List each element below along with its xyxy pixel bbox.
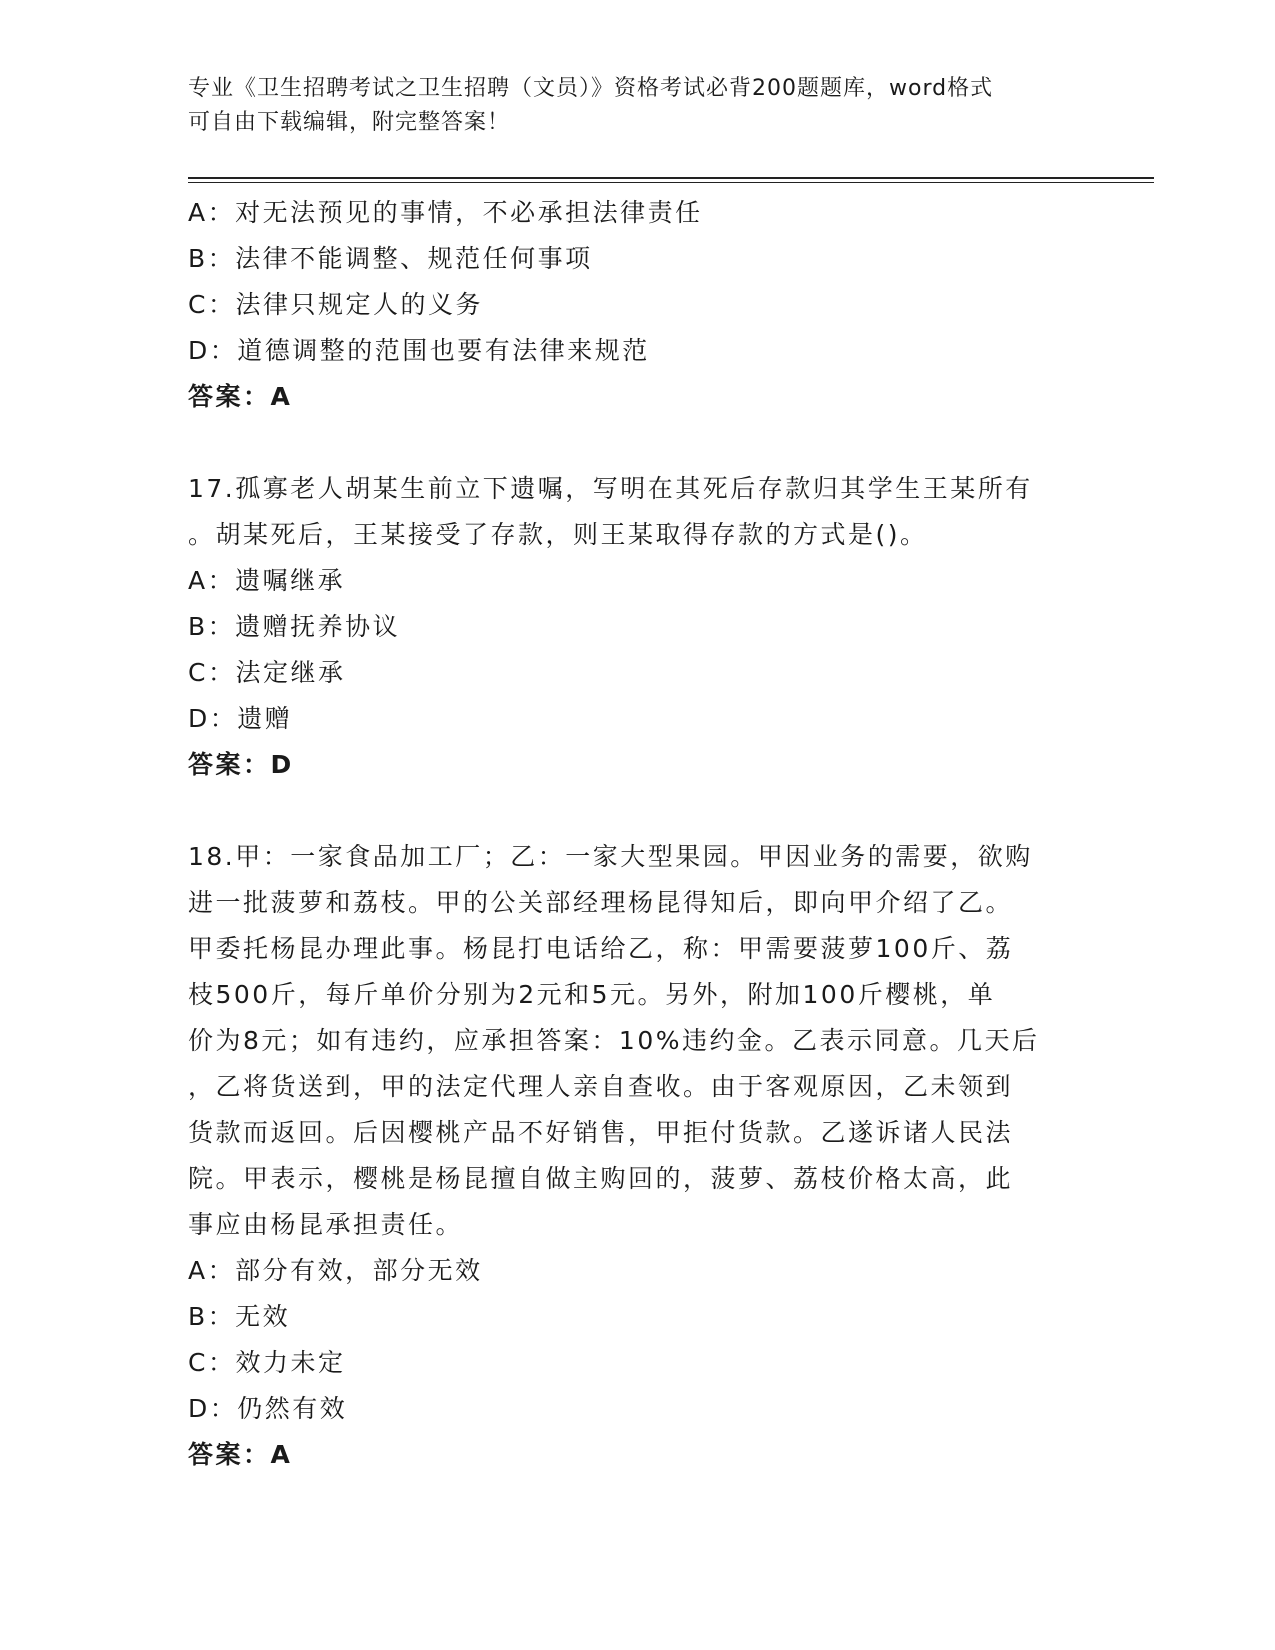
option-c: C：法定继承 xyxy=(188,658,346,687)
header-divider-thin xyxy=(188,182,1154,183)
answer-line: 答案：A xyxy=(188,1440,293,1469)
option-d: D：仍然有效 xyxy=(188,1394,348,1423)
question-text-line: 。胡某死后，王某接受了存款，则王某取得存款的方式是()。 xyxy=(188,520,928,549)
question-text-line: 货款而返回。后因樱桃产品不好销售，甲拒付货款。乙遂诉诸人民法 xyxy=(188,1118,1014,1147)
option-a: A：部分有效，部分无效 xyxy=(188,1256,483,1285)
question-text-line: 院。甲表示，樱桃是杨昆擅自做主购回的，菠萝、荔枝价格太高，此 xyxy=(188,1164,1014,1193)
answer-line: 答案：D xyxy=(188,750,294,779)
option-b: B：无效 xyxy=(188,1302,291,1331)
question-gap xyxy=(188,788,1068,834)
document-header xyxy=(188,72,1068,140)
question-17 xyxy=(188,466,1068,788)
option-d: D：遗赠 xyxy=(188,704,293,733)
option-c: C：效力未定 xyxy=(188,1348,346,1377)
option-a: A：对无法预见的事情，不必承担法律责任 xyxy=(188,198,703,227)
question-text-line: 进一批菠萝和荔枝。甲的公关部经理杨昆得知后，即向甲介绍了乙。 xyxy=(188,888,1014,917)
question-text-line: 甲委托杨昆办理此事。杨昆打电话给乙，称：甲需要菠萝100斤、荔 xyxy=(188,934,1014,963)
header-divider-thick xyxy=(188,177,1154,179)
answer-line: 答案：A xyxy=(188,382,293,411)
question-text-line: 18.甲：一家食品加工厂；乙：一家大型果园。甲因业务的需要，欲购 xyxy=(188,842,1033,871)
question-text-line: 枝500斤，每斤单价分别为2元和5元。另外，附加100斤樱桃，单 xyxy=(188,980,996,1009)
header-line-1: 专业《卫生招聘考试之卫生招聘（文员）》资格考试必背200题题库，word格式 xyxy=(188,76,994,101)
question-16 xyxy=(188,190,1068,420)
option-a: A：遗嘱继承 xyxy=(188,566,346,595)
question-gap xyxy=(188,420,1068,466)
option-b: B：法律不能调整、规范任何事项 xyxy=(188,244,593,273)
question-text-line: ，乙将货送到，甲的法定代理人亲自查收。由于客观原因，乙未领到 xyxy=(188,1072,1014,1101)
option-b: B：遗赠抚养协议 xyxy=(188,612,401,641)
option-c: C：法律只规定人的义务 xyxy=(188,290,483,319)
question-text-line: 事应由杨昆承担责任。 xyxy=(188,1210,464,1239)
question-list xyxy=(188,190,1068,1478)
header-line-2: 可自由下载编辑，附完整答案！ xyxy=(188,110,511,135)
question-text-line: 价为8元；如有违约，应承担答案：10%违约金。乙表示同意。几天后 xyxy=(188,1026,1040,1055)
question-18 xyxy=(188,834,1068,1478)
question-text-line: 17.孤寡老人胡某生前立下遗嘱，写明在其死后存款归其学生王某所有 xyxy=(188,474,1033,503)
option-d: D：道德调整的范围也要有法律来规范 xyxy=(188,336,650,365)
